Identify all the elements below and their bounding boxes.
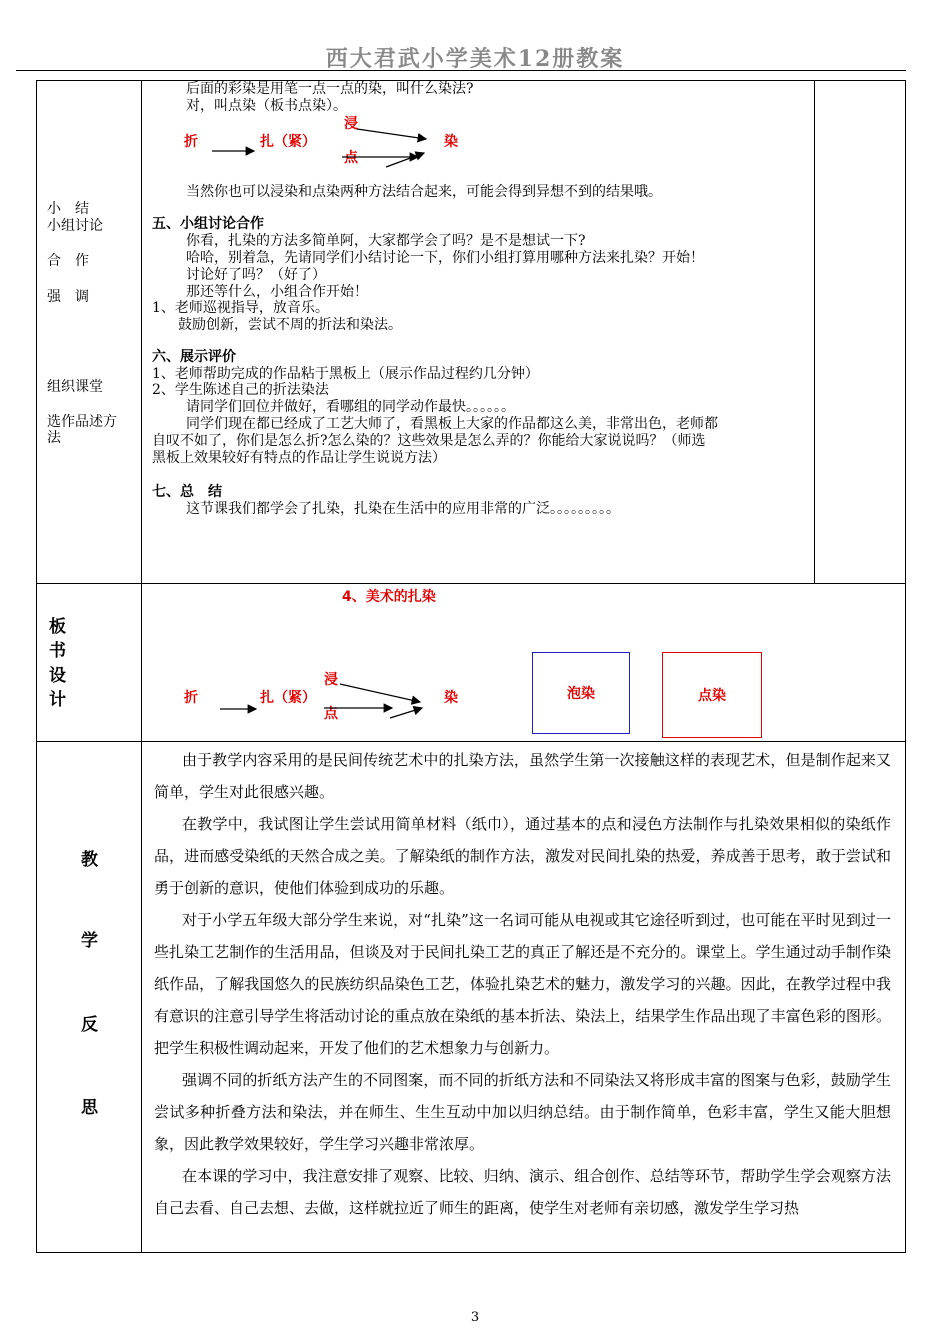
board-label-cell: [37, 584, 142, 742]
reflection-paragraph: 由于教学内容采用的是民间传统艺术中的扎染方法，虽然学生第一次接触这样的表现艺术，但是制作起来又简单，学生对此很感兴趣。: [154, 751, 891, 801]
box-dot-dye: [662, 652, 762, 738]
process-label-cell: [37, 81, 142, 584]
flow-dye: 染: [444, 134, 458, 150]
arrow-dot-to-dye-2: [390, 708, 422, 718]
board-flow-dip: 浸: [324, 672, 338, 688]
box-soak-dye-label: 泡染: [567, 686, 595, 702]
page-number: 3: [470, 1310, 480, 1325]
text-line: 1、老师巡视指导，放音乐。: [152, 300, 329, 316]
board-content-cell: [142, 584, 906, 742]
text-line: 讨论好了吗？（好了）: [186, 267, 326, 283]
label-emphasis: 强 调: [47, 289, 89, 305]
board-row: [37, 584, 906, 742]
reflection-label-char: 反: [81, 1015, 98, 1035]
arrow-dot-to-dye-2: [386, 153, 424, 167]
text-line: 同学们现在都已经成了工艺大师了，看黑板上大家的作品都这么美，非常出色，老师都: [186, 416, 718, 432]
text-line: 黑板上效果较好有特点的作品让学生说说方法）: [152, 450, 446, 466]
board-flow-arrows: [142, 584, 542, 742]
text-line: 当然你也可以浸染和点染两种方法结合起来，可能会得到异想不到的结果哦。: [186, 184, 662, 200]
text-line: 你看，扎染的方法多简单阿，大家都学会了吗？是不是想试一下?: [186, 233, 586, 249]
reflection-paragraph: 强调不同的折纸方法产生的不同图案，而不同的折纸方法和不同染法又将形成丰富的图案与色彩，鼓励学生尝试多种折叠方法和染法，并在师生、生生互动中加以归纳总结。由于制作简单，色彩丰富，学生又能大胆想象，因此教学效果较好，学生学习兴趣非常浓厚。: [154, 1071, 891, 1153]
label-organize-class: 组织课堂: [47, 379, 103, 395]
reflection-paragraph: 对于小学五年级大部分学生来说，对“扎染”这一名词可能从电视或其它途径听到过，也可能在平时见到过一些扎染工艺制作的生活用品，但谈及对于民间扎染工艺的真正了解还是不充分的。课堂上。学生通过动手制作染纸作品，了解我国悠久的民族纺织品染色工艺，体验扎染艺术的魅力，激发学习的兴趣。因此，在教学过程中我有意识的注意引导学生将活动讨论的重点放在染纸的基本折法、染法上，结果学生作品出现了丰富色彩的图形。把学生积极性调动起来，开发了他们的艺术想象力与创新力。: [154, 911, 891, 1057]
reflection-paragraph: 在教学中，我试图让学生尝试用简单材料（纸巾），通过基本的点和浸色方法制作与扎染效果相似的染纸作品，进而感受染纸的天然合成之美。了解染纸的制作方法，激发对民间扎染的热爱，养成善于思考，敢于尝试和勇于创新的意识，使他们体验到成功的乐趣。: [154, 815, 891, 897]
text-line: 鼓励创新，尝试不周的折法和染法。: [178, 317, 402, 333]
text-line: 1、老师帮助完成的作品粘于黑板上（展示作品过程约几分钟）: [152, 366, 539, 382]
reflection-paragraph: 在本课的学习中，我注意安排了观察、比较、归纳、演示、组合创作、总结等环节，帮助学生学会观察方法自己去看、自己去想、去做，这样就拉近了师生的距离，使学生对老师有亲切感，激发学生学习热: [154, 1167, 891, 1217]
flow-dip: 浸: [344, 116, 358, 132]
board-label-char: 计: [49, 690, 66, 710]
reflection-content-cell: [142, 742, 906, 1253]
board-label-char: 设: [49, 666, 66, 686]
board-flow-dot: 点: [324, 706, 338, 722]
reflection-row: [37, 742, 906, 1253]
arrow-dip-to-dye: [357, 129, 426, 139]
reflection-label-char: 思: [81, 1098, 98, 1118]
box-dot-dye-label: 点染: [698, 688, 726, 704]
label-select-works: 选作品述方: [47, 414, 117, 430]
text-line: 请同学们回位并做好，看哪组的同学动作最快。。。。。。: [186, 399, 515, 415]
reflection-label-cell: [37, 742, 142, 1253]
label-cooperation: 合 作: [47, 253, 89, 269]
label-method: 法: [47, 430, 61, 446]
reflection-body: [142, 742, 905, 1249]
header-rule: [16, 70, 906, 71]
text-line: 自叹不如了，你们是怎么折?怎么染的？这些效果是怎么弄的？你能给大家说说吗？（师选: [152, 433, 706, 449]
flow-tie: 扎（紧）: [260, 134, 316, 150]
reflection-label-char: 学: [81, 931, 98, 951]
board-flow-dye: 染: [444, 690, 458, 706]
label-group-discussion: 小组讨论: [47, 218, 103, 234]
board-flow-fold: 折: [184, 690, 198, 706]
process-row: [37, 81, 906, 584]
flow-dot: 点: [344, 150, 358, 166]
document-title: 西大君武小学美术12册教案: [325, 46, 625, 72]
text-line: 2、学生陈述自己的折法染法: [152, 382, 329, 398]
process-note-cell: [815, 81, 906, 584]
reflection-label-char: 教: [81, 850, 98, 870]
section-heading: 六、展示评价: [152, 349, 236, 365]
board-label-char: 板: [49, 617, 66, 637]
text-line: 对，叫点染（板书点染）。: [186, 98, 347, 114]
text-line: 那还等什么，小组合作开始！: [186, 284, 368, 300]
board-title: 4、美术的扎染: [342, 589, 436, 605]
process-content-cell: [142, 81, 815, 584]
flow-fold: 折: [184, 134, 198, 150]
board-label-char: 书: [49, 641, 66, 661]
text-line: 后面的彩染是用笔一点一点的染，叫什么染法?: [186, 81, 474, 97]
text-line: 这节课我们都学会了扎染，扎染在生活中的应用非常的广泛。。。。。。。。。: [186, 501, 620, 517]
arrow-dip-to-dye: [340, 684, 420, 702]
board-flow-tie: 扎（紧）: [260, 690, 316, 706]
section-heading: 五、小组讨论合作: [152, 216, 264, 232]
box-soak-dye: [532, 652, 630, 734]
text-line: 哈哈，别着急，先请同学们小结讨论一下，你们小组打算用哪种方法来扎染？开始！: [186, 250, 704, 266]
section-heading: 七、总 结: [152, 484, 222, 500]
lesson-plan-table: [36, 80, 906, 1253]
flow-arrows: [142, 81, 815, 191]
label-summary: 小 结: [47, 201, 89, 217]
